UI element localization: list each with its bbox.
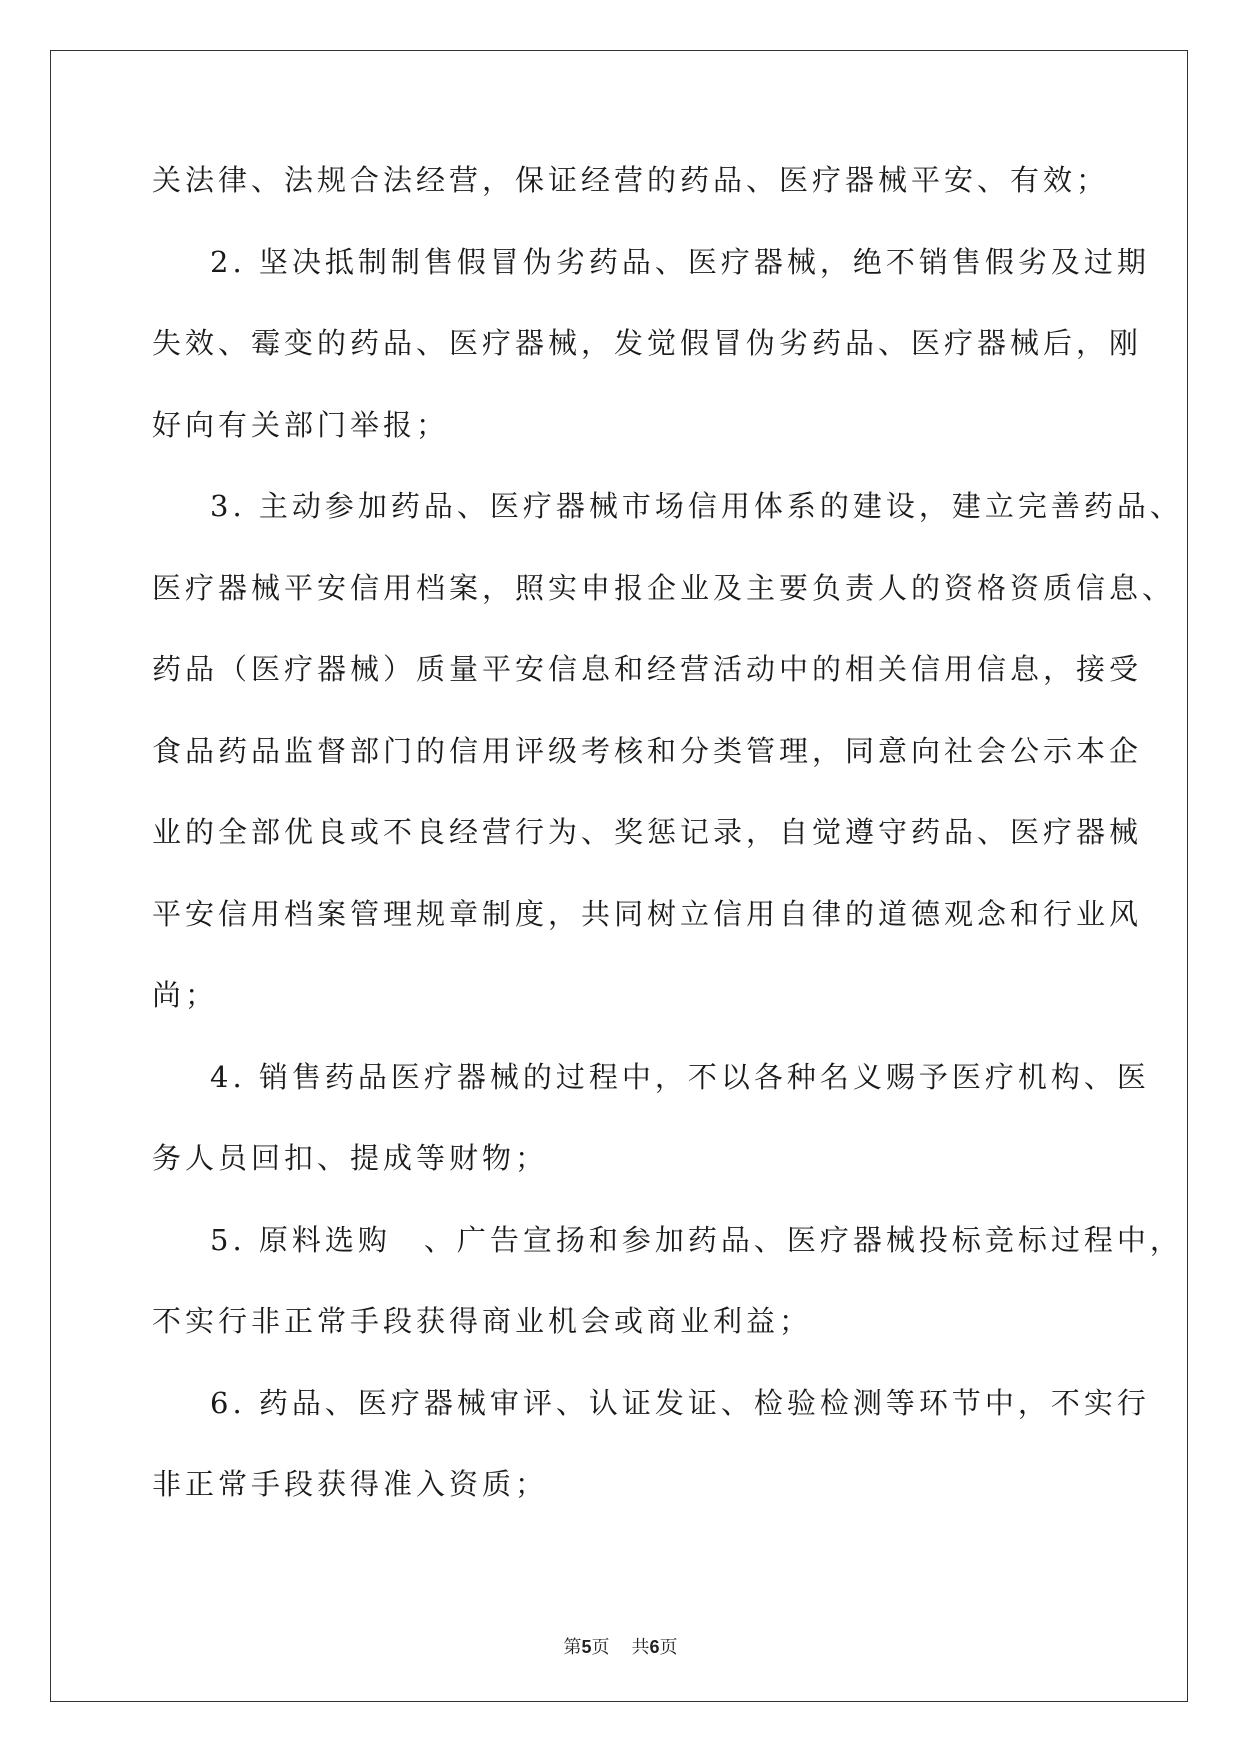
text-line: 平安信用档案管理规章制度，共同树立信用自律的道德观念和行业风 — [152, 896, 1143, 931]
total-pages-number: 6 — [649, 1637, 660, 1657]
footer-prefix: 第 — [563, 1637, 582, 1658]
text-line: 2. 坚决抵制制售假冒伪劣药品、医疗器械，绝不销售假劣及过期 — [210, 244, 1150, 279]
text-line: 食品药品监督部门的信用评级考核和分类管理，同意向社会公示本企 — [152, 733, 1143, 768]
footer-total-prefix: 共 — [631, 1637, 650, 1658]
text-line: 5. 原料选购 、广告宣扬和参加药品、医疗器械投标竞标过程中， — [210, 1222, 1183, 1257]
text-line: 医疗器械平安信用档案，照实申报企业及主要负责人的资格资质信息、 — [152, 570, 1176, 605]
text-line: 业的全部优良或不良经营行为、奖惩记录，自觉遵守药品、医疗器械 — [152, 815, 1143, 849]
text-line: 6. 药品、医疗器械审评、认证发证、检验检测等环节中，不实行 — [210, 1385, 1150, 1420]
text-line: 不实行非正常手段获得商业机会或商业利益； — [152, 1304, 813, 1338]
document-body — [152, 163, 1183, 1552]
text-line: 3. 主动参加药品、医疗器械市场信用体系的建设，建立完善药品、 — [210, 489, 1183, 523]
text-line: 非正常手段获得准入资质； — [152, 1467, 549, 1501]
text-line: 失效、霉变的药品、医疗器械，发觉假冒伪劣药品、医疗器械后，刚 — [152, 326, 1143, 360]
text-line: 好向有关部门举报； — [152, 407, 450, 442]
text-line: 药品（医疗器械）质量平安信息和经营活动中的相关信用信息，接受 — [152, 652, 1143, 686]
footer-page-word: 页 — [591, 1637, 610, 1658]
footer-total-suffix: 页 — [659, 1637, 678, 1658]
text-line: 务人员回扣、提成等财物； — [152, 1141, 549, 1175]
text-line: 关法律、法规合法经营，保证经营的药品、医疗器械平安、有效； — [152, 163, 1110, 197]
text-line: 尚； — [152, 978, 219, 1012]
text-line: 4. 销售药品医疗器械的过程中，不以各种名义赐予医疗机构、医 — [210, 1059, 1150, 1094]
current-page-number: 5 — [581, 1637, 592, 1657]
page-footer — [0, 1633, 1241, 1659]
